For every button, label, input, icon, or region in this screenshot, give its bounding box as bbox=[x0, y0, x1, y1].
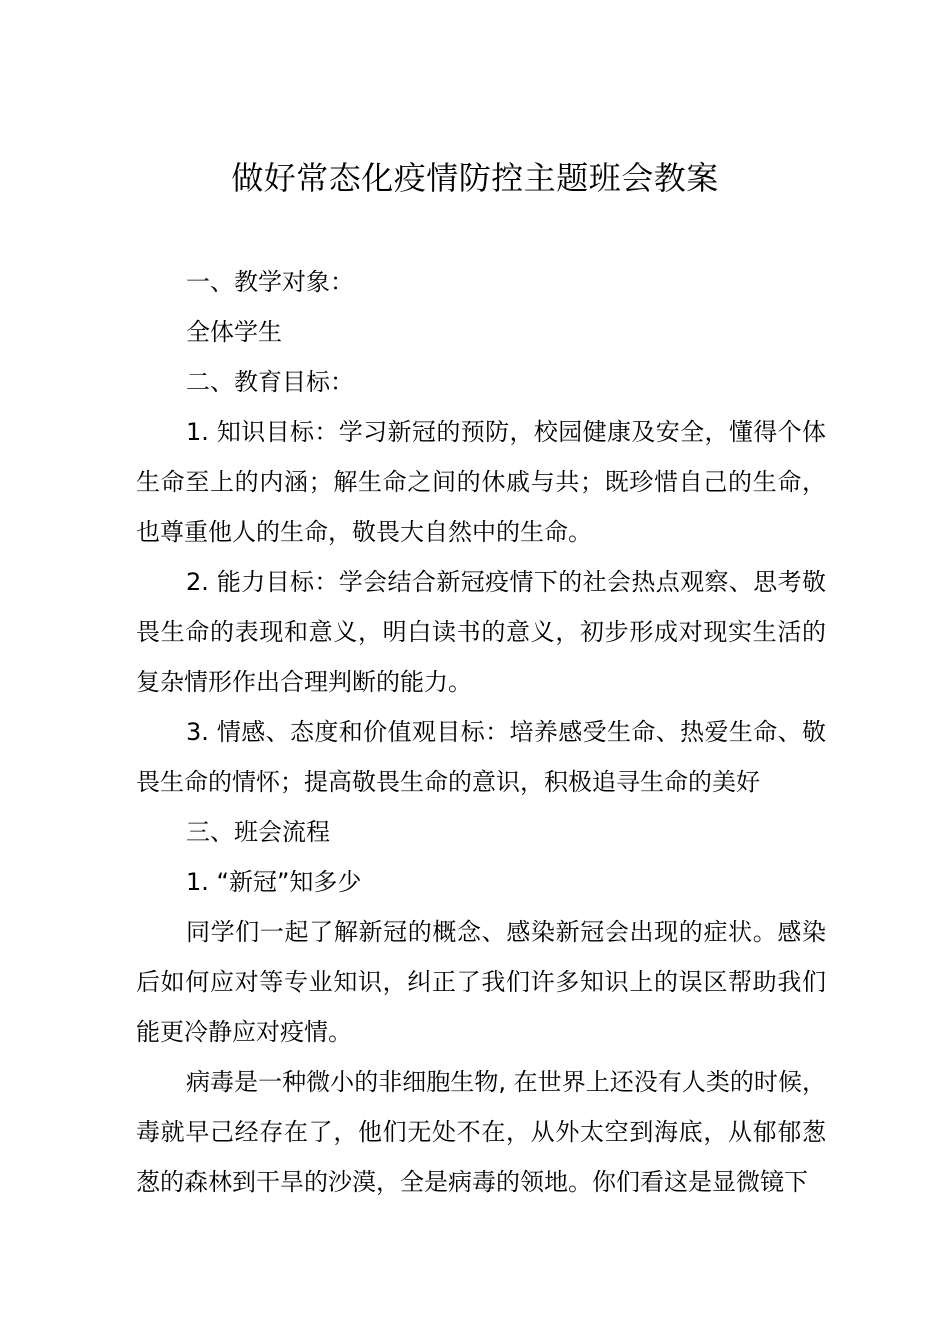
body-paragraph: 病毒是一种微小的非细胞生物, 在世界上还没有人类的时候，毒就早己经存在了，他们无处不在，从外太空到海底，从郁郁葱葱的森林到干旱的沙漠，全是病毒的领地。你们看这是显微镜下 bbox=[136, 1068, 826, 1196]
goal-ability-paragraph: 2. 能力目标：学会结合新冠疫情下的社会热点观察、思考敬畏生命的表现和意义，明白读书的意义，初步形成对现实生活的复杂情形作出合理判断的能力。 bbox=[136, 568, 826, 696]
document-body bbox=[136, 257, 826, 1207]
section-heading-target: 一、教学对象： bbox=[186, 268, 354, 296]
goal-knowledge-paragraph: 1. 知识目标：学习新冠的预防，校园健康及安全，懂得个体生命至上的内涵；解生命之间的休戚与共；既珍惜自己的生命，也尊重他人的生命，敬畏大自然中的生命。 bbox=[136, 418, 826, 546]
process-step-heading: 1. “新冠”知多少 bbox=[186, 868, 362, 896]
target-audience-text: 全体学生 bbox=[186, 318, 282, 346]
goal-emotion-paragraph: 3. 情感、态度和价值观目标：培养感受生命、热爱生命、敬畏生命的情怀；提高敬畏生命的意识，积极追寻生命的美好 bbox=[136, 718, 826, 796]
body-paragraph: 同学们一起了解新冠的概念、感染新冠会出现的症状。感染后如何应对等专业知识，纠正了我们许多知识上的误区帮助我们能更冷静应对疫情。 bbox=[136, 918, 826, 1046]
section-heading-goals: 二、教育目标： bbox=[186, 368, 354, 396]
section-heading-process: 三、班会流程 bbox=[186, 818, 330, 846]
document-title: 做好常态化疫情防控主题班会教案 bbox=[231, 159, 719, 197]
